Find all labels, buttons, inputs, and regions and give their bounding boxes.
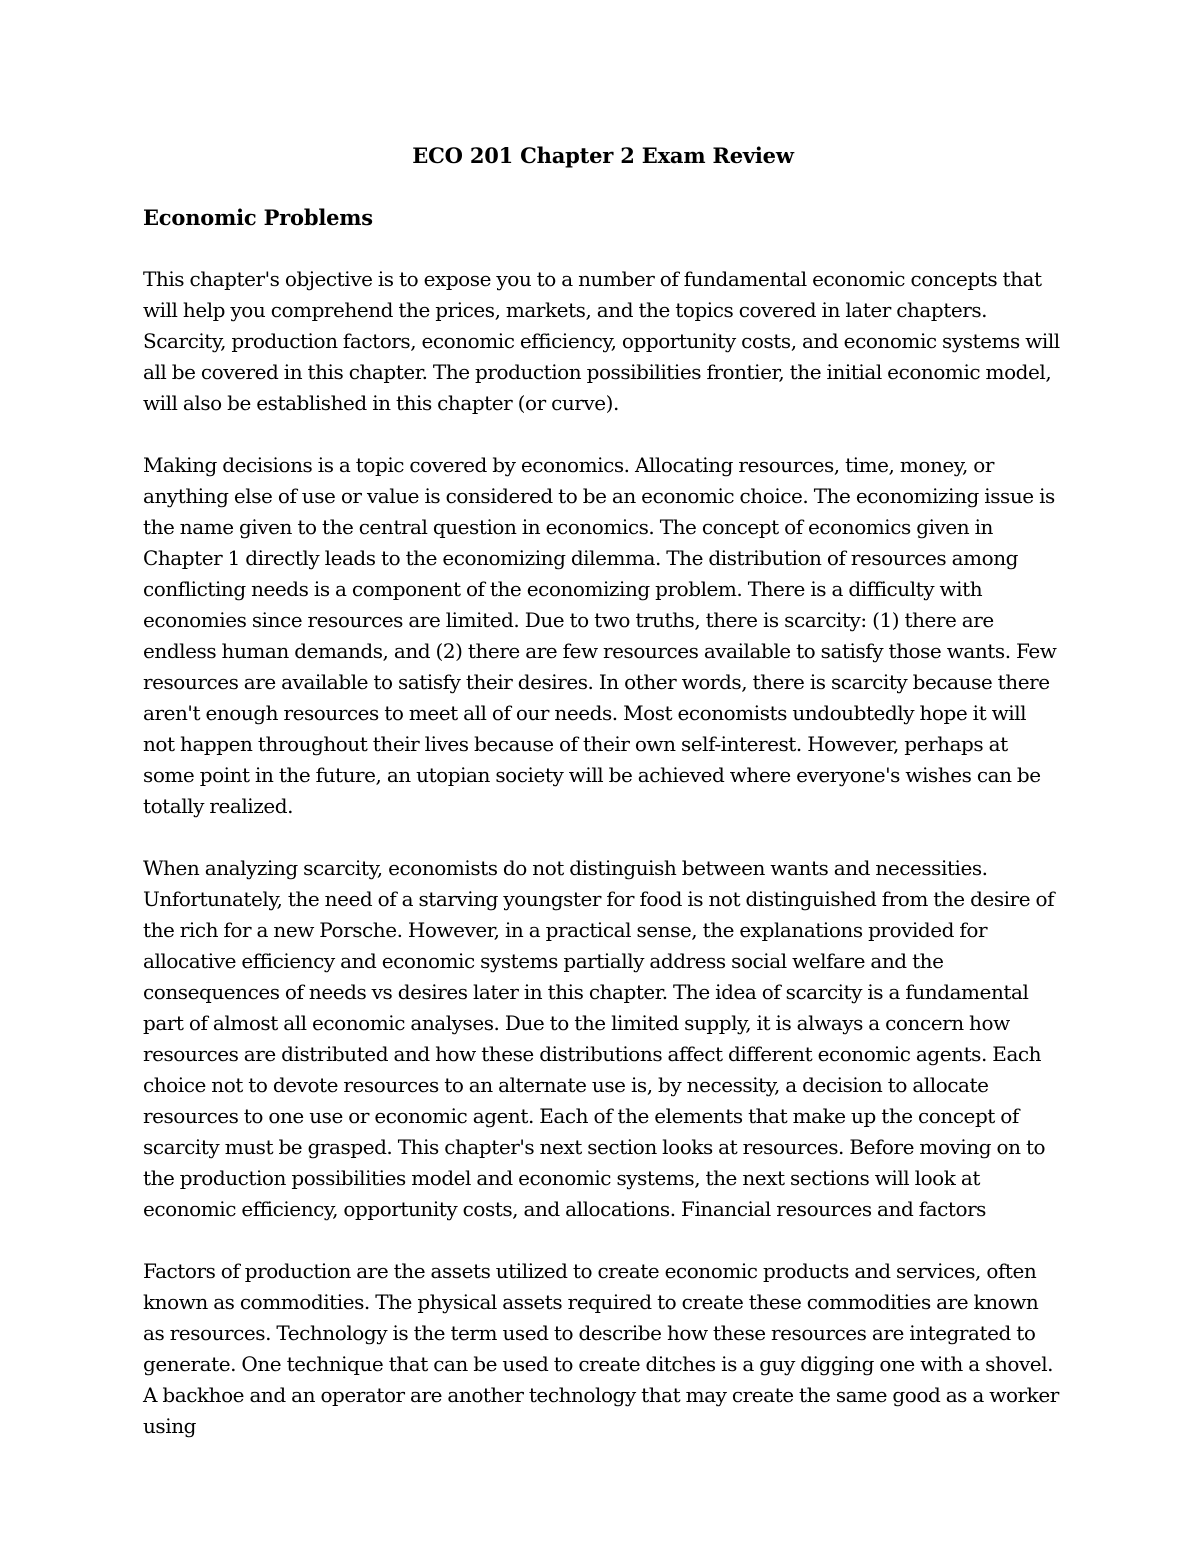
document-body <box>143 140 1063 1442</box>
paragraph-decisions: Making decisions is a topic covered by economics. Allocating resources, time, money, or anything else of use or value is considered to be an economic choice. The economizing issue is the name given to the central question in economics. The concept of economics given in Chapter 1 directly leads to the economizing dilemma. The distribution of resources among conflicting needs is a component of the economizing problem. There is a difficulty with economies since resources are limited. Due to two truths, there is scarcity: (1) there are endless human demands, and (2) there are few resources available to satisfy those wants. Few resources are available to satisfy their desires. In other words, there is scarcity because there aren't enough resources to meet all of our needs. Most economists undoubtedly hope it will not happen throughout their lives because of their own self-interest. However, perhaps at some point in the future, an utopian society will be achieved where everyone's wishes can be totally realized. <box>143 453 1057 818</box>
paragraph-factors: Factors of production are the assets utilized to create economic products and services, often known as commodities. The physical assets required to create these commodities are known as resources. Technology is the term used to describe how these resources are integrated to generate. One technique that can be used to create ditches is a guy digging one with a shovel. A backhoe and an operator are another technology that may create the same good as a worker using <box>143 1259 1059 1438</box>
paragraph-intro: This chapter's objective is to expose you to a number of fundamental economic concepts that will help you comprehend the prices, markets, and the topics covered in later chapters. Scarcity, production factors, economic efficiency, opportunity costs, and economic systems will all be covered in this chapter. The production possibilities frontier, the initial economic model, will also be established in this chapter (or curve). <box>143 267 1060 415</box>
document-title: ECO 201 Chapter 2 Exam Review <box>412 143 794 168</box>
paragraph-scarcity: When analyzing scarcity, economists do not distinguish between wants and necessities. Unfortunately, the need of a starving youngster for food is not distinguished from the desire of the rich for a new Porsche. However, in a practical sense, the explanations provided for allocative efficiency and economic systems partially address social welfare and the consequences of needs vs desires later in this chapter. The idea of scarcity is a fundamental part of almost all economic analyses. Due to the limited supply, it is always a concern how resources are distributed and how these distributions affect different economic agents. Each choice not to devote resources to an alternate use is, by necessity, a decision to allocate resources to one use or economic agent. Each of the elements that make up the concept of scarcity must be grasped. This chapter's next section looks at resources. Before moving on to the production possibilities model and economic systems, the next sections will look at economic efficiency, opportunity costs, and allocations. Financial resources and factors <box>143 856 1055 1221</box>
section-heading: Economic Problems <box>143 205 373 230</box>
